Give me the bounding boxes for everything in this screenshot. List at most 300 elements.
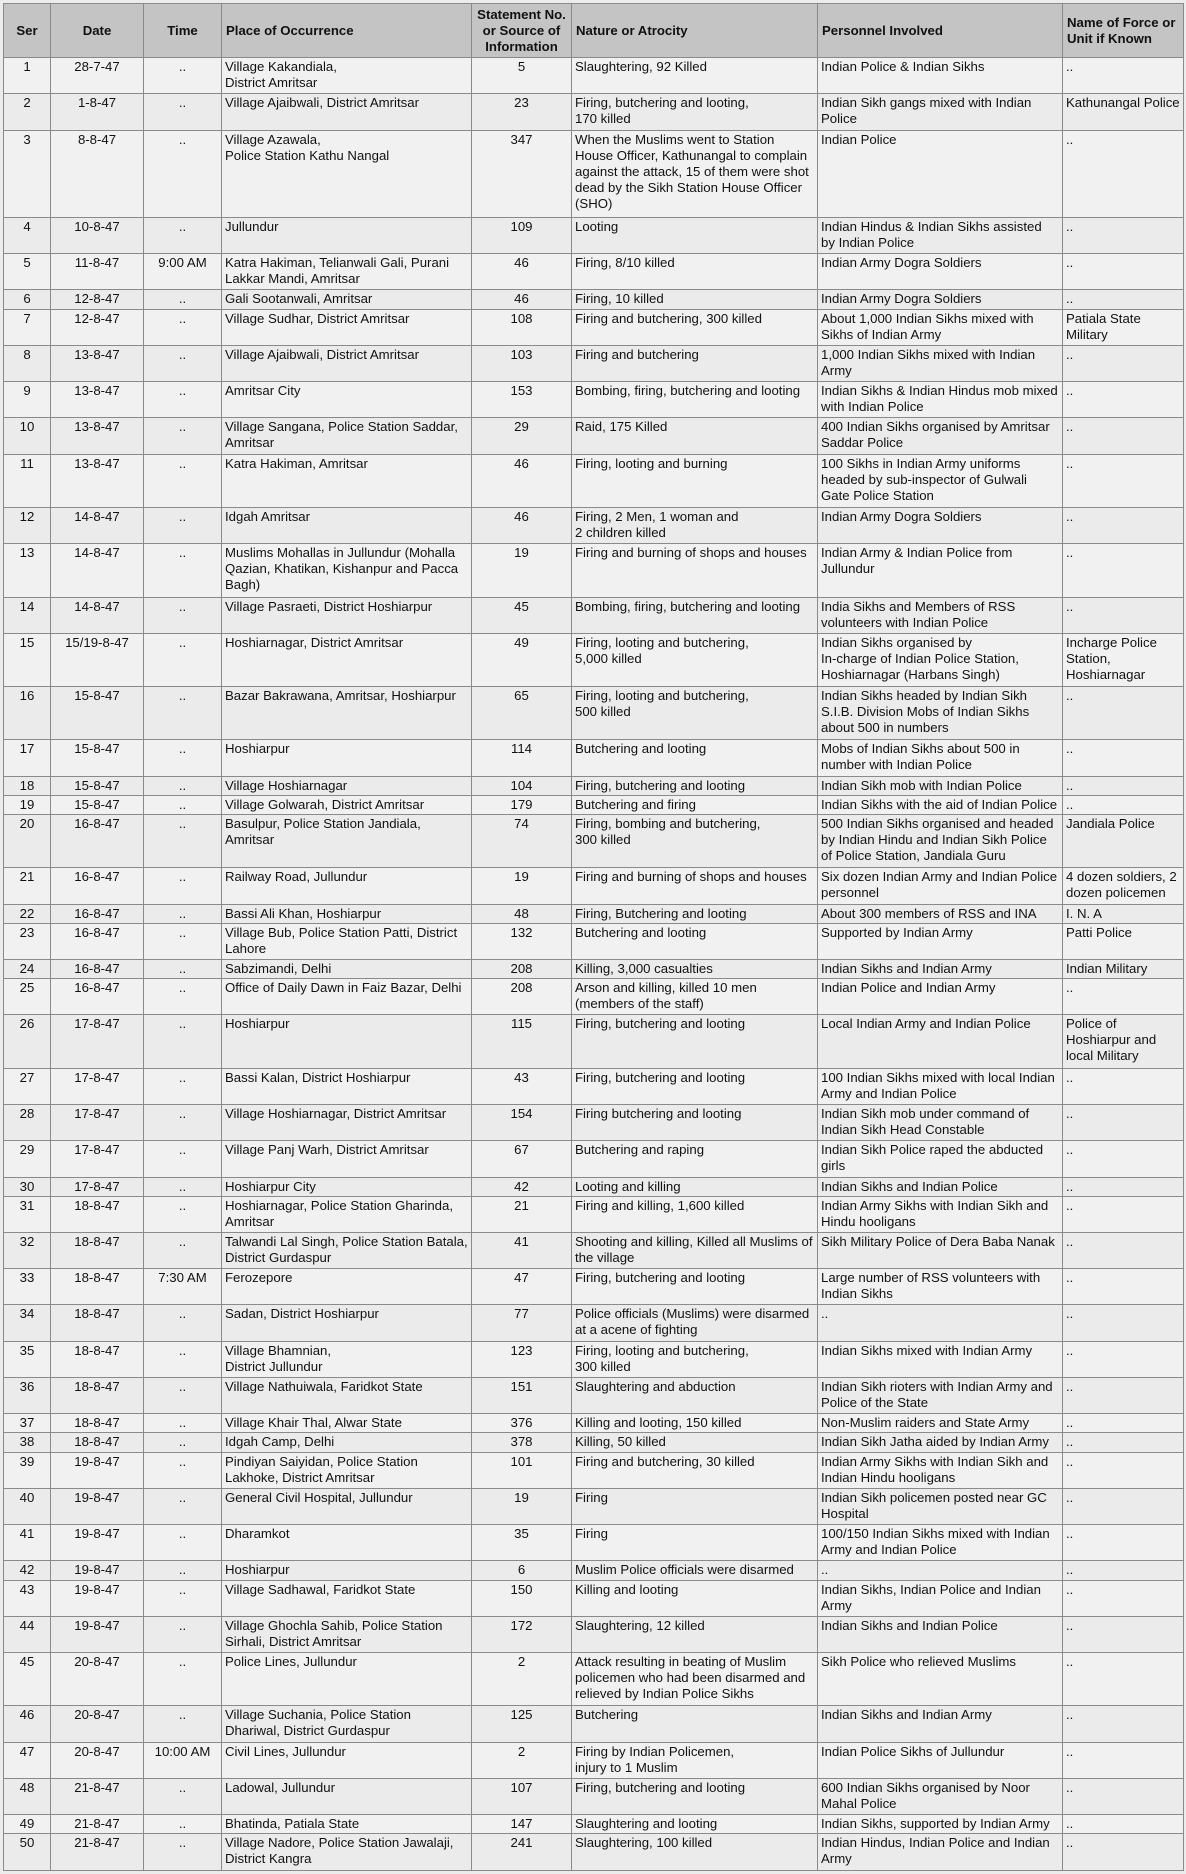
cell-force: .. xyxy=(1063,1561,1184,1580)
cell-place: Idgah Amritsar xyxy=(222,507,472,543)
cell-statement: 172 xyxy=(472,1616,572,1652)
cell-statement: 132 xyxy=(472,923,572,959)
cell-time: .. xyxy=(144,507,222,543)
cell-statement: 347 xyxy=(472,130,572,217)
cell-force: .. xyxy=(1063,776,1184,795)
cell-nature: Firing, butchering and looting xyxy=(572,1269,818,1305)
table-row xyxy=(4,1141,1184,1177)
cell-force: Jandiala Police xyxy=(1063,815,1184,868)
cell-time: .. xyxy=(144,1141,222,1177)
cell-date: 18-8-47 xyxy=(51,1232,144,1268)
cell-ser: 25 xyxy=(4,979,51,1015)
cell-statement: 46 xyxy=(472,454,572,507)
cell-time: .. xyxy=(144,130,222,217)
cell-date: 14-8-47 xyxy=(51,507,144,543)
table-row xyxy=(4,290,1184,309)
table-row xyxy=(4,94,1184,130)
cell-time: .. xyxy=(144,1815,222,1834)
cell-personnel: Indian Hindus, Indian Police and Indian Army xyxy=(818,1834,1063,1871)
cell-date: 13-8-47 xyxy=(51,382,144,418)
cell-time: .. xyxy=(144,290,222,309)
cell-time: .. xyxy=(144,94,222,130)
cell-personnel: Indian Sikhs mixed with Indian Army xyxy=(818,1341,1063,1377)
cell-date: 16-8-47 xyxy=(51,868,144,904)
cell-place: General Civil Hospital, Jullundur xyxy=(222,1488,472,1524)
cell-statement: 19 xyxy=(472,544,572,597)
cell-place: Dharamkot xyxy=(222,1525,472,1561)
cell-date: 11-8-47 xyxy=(51,254,144,290)
cell-ser: 33 xyxy=(4,1269,51,1305)
cell-date: 16-8-47 xyxy=(51,960,144,979)
cell-place: Ladowal, Jullundur xyxy=(222,1778,472,1814)
cell-place: Village Bhamnian, District Jullundur xyxy=(222,1341,472,1377)
table-row xyxy=(4,687,1184,740)
cell-statement: 241 xyxy=(472,1834,572,1871)
cell-ser: 31 xyxy=(4,1196,51,1232)
atrocity-table-sheet xyxy=(3,3,1183,1871)
cell-statement: 114 xyxy=(472,740,572,776)
cell-place: Sabzimandi, Delhi xyxy=(222,960,472,979)
cell-time: .. xyxy=(144,1706,222,1742)
cell-force: .. xyxy=(1063,418,1184,454)
cell-nature: Police officials (Muslims) were disarmed at a acene of fighting xyxy=(572,1305,818,1341)
cell-place: Village Ajaibwali, District Amritsar xyxy=(222,345,472,381)
cell-force: .. xyxy=(1063,1105,1184,1141)
table-row xyxy=(4,1525,1184,1561)
cell-time: .. xyxy=(144,1433,222,1452)
cell-personnel: 500 Indian Sikhs organised and headed by Indian Hindu and Indian Sikh Police of Police Station, Jandiala Guru xyxy=(818,815,1063,868)
header-place: Place of Occurrence xyxy=(222,4,472,58)
cell-statement: 65 xyxy=(472,687,572,740)
cell-personnel: Six dozen Indian Army and Indian Police personnel xyxy=(818,868,1063,904)
table-row xyxy=(4,382,1184,418)
cell-place: Village Ajaibwali, District Amritsar xyxy=(222,94,472,130)
cell-statement: 49 xyxy=(472,633,572,686)
cell-date: 1-8-47 xyxy=(51,94,144,130)
cell-place: Jullundur xyxy=(222,217,472,253)
cell-place: Village Hoshiarnagar, District Amritsar xyxy=(222,1105,472,1141)
cell-nature: Firing, looting and butchering, 500 killed xyxy=(572,687,818,740)
cell-statement: 125 xyxy=(472,1706,572,1742)
cell-force: Kathunangal Police xyxy=(1063,94,1184,130)
cell-force: .. xyxy=(1063,1196,1184,1232)
cell-statement: 19 xyxy=(472,868,572,904)
cell-force: .. xyxy=(1063,1232,1184,1268)
cell-statement: 6 xyxy=(472,1561,572,1580)
cell-date: 16-8-47 xyxy=(51,815,144,868)
table-row xyxy=(4,795,1184,814)
cell-force: .. xyxy=(1063,58,1184,94)
table-row xyxy=(4,1414,1184,1433)
cell-time: .. xyxy=(144,1196,222,1232)
cell-place: Office of Daily Dawn in Faiz Bazar, Delhi xyxy=(222,979,472,1015)
cell-nature: Looting and killing xyxy=(572,1177,818,1196)
cell-personnel: Indian Army Dogra Soldiers xyxy=(818,507,1063,543)
cell-nature: Slaughtering, 100 killed xyxy=(572,1834,818,1871)
table-row xyxy=(4,1177,1184,1196)
cell-place: Bazar Bakrawana, Amritsar, Hoshiarpur xyxy=(222,687,472,740)
cell-ser: 47 xyxy=(4,1742,51,1778)
table-row xyxy=(4,309,1184,345)
cell-ser: 16 xyxy=(4,687,51,740)
table-row xyxy=(4,58,1184,94)
cell-nature: Slaughtering, 12 killed xyxy=(572,1616,818,1652)
cell-place: Pindiyan Saiyidan, Police Station Lakhoke, District Amritsar xyxy=(222,1452,472,1488)
cell-time: .. xyxy=(144,923,222,959)
table-row xyxy=(4,868,1184,904)
cell-personnel: Indian Sikh rioters with Indian Army and Police of the State xyxy=(818,1377,1063,1413)
cell-date: 20-8-47 xyxy=(51,1742,144,1778)
cell-ser: 50 xyxy=(4,1834,51,1871)
cell-nature: Muslim Police officials were disarmed xyxy=(572,1561,818,1580)
cell-date: 20-8-47 xyxy=(51,1653,144,1706)
cell-personnel: Non-Muslim raiders and State Army xyxy=(818,1414,1063,1433)
cell-date: 13-8-47 xyxy=(51,454,144,507)
cell-ser: 23 xyxy=(4,923,51,959)
cell-statement: 147 xyxy=(472,1815,572,1834)
table-row xyxy=(4,1815,1184,1834)
cell-personnel: Indian Army Dogra Soldiers xyxy=(818,254,1063,290)
cell-nature: Slaughtering and abduction xyxy=(572,1377,818,1413)
cell-personnel: 1,000 Indian Sikhs mixed with Indian Army xyxy=(818,345,1063,381)
cell-statement: 23 xyxy=(472,94,572,130)
cell-force: .. xyxy=(1063,507,1184,543)
cell-nature: Butchering xyxy=(572,1706,818,1742)
cell-personnel: 600 Indian Sikhs organised by Noor Mahal Police xyxy=(818,1778,1063,1814)
cell-force: .. xyxy=(1063,1433,1184,1452)
table-row xyxy=(4,776,1184,795)
cell-place: Ferozepore xyxy=(222,1269,472,1305)
cell-time: .. xyxy=(144,633,222,686)
cell-time: .. xyxy=(144,740,222,776)
cell-date: 17-8-47 xyxy=(51,1177,144,1196)
cell-date: 16-8-47 xyxy=(51,923,144,959)
cell-personnel: Supported by Indian Army xyxy=(818,923,1063,959)
cell-ser: 39 xyxy=(4,1452,51,1488)
cell-force: .. xyxy=(1063,1525,1184,1561)
cell-statement: 179 xyxy=(472,795,572,814)
table-row xyxy=(4,979,1184,1015)
cell-ser: 24 xyxy=(4,960,51,979)
cell-ser: 34 xyxy=(4,1305,51,1341)
table-row xyxy=(4,1269,1184,1305)
cell-place: Bhatinda, Patiala State xyxy=(222,1815,472,1834)
cell-nature: Firing and burning of shops and houses xyxy=(572,868,818,904)
cell-personnel: Indian Army & Indian Police from Jullundur xyxy=(818,544,1063,597)
cell-place: Hoshiarpur City xyxy=(222,1177,472,1196)
table-row xyxy=(4,345,1184,381)
cell-date: 21-8-47 xyxy=(51,1834,144,1871)
cell-date: 21-8-47 xyxy=(51,1778,144,1814)
table-row xyxy=(4,904,1184,923)
cell-place: Hoshiarnagar, Police Station Gharinda, Amritsar xyxy=(222,1196,472,1232)
cell-time: .. xyxy=(144,1778,222,1814)
cell-time: .. xyxy=(144,815,222,868)
cell-place: Village Pasraeti, District Hoshiarpur xyxy=(222,597,472,633)
cell-date: 19-8-47 xyxy=(51,1452,144,1488)
cell-place: Village Azawala, Police Station Kathu Nangal xyxy=(222,130,472,217)
cell-personnel: Sikh Military Police of Dera Baba Nanak xyxy=(818,1232,1063,1268)
cell-ser: 2 xyxy=(4,94,51,130)
cell-time: .. xyxy=(144,1653,222,1706)
cell-personnel: 100 Indian Sikhs mixed with local Indian Army and Indian Police xyxy=(818,1068,1063,1104)
cell-date: 19-8-47 xyxy=(51,1580,144,1616)
cell-force: .. xyxy=(1063,382,1184,418)
cell-place: Hoshiarnagar, District Amritsar xyxy=(222,633,472,686)
cell-time: .. xyxy=(144,382,222,418)
cell-time: 10:00 AM xyxy=(144,1742,222,1778)
cell-ser: 48 xyxy=(4,1778,51,1814)
cell-statement: 42 xyxy=(472,1177,572,1196)
cell-statement: 48 xyxy=(472,904,572,923)
cell-statement: 153 xyxy=(472,382,572,418)
cell-time: .. xyxy=(144,58,222,94)
cell-force: .. xyxy=(1063,1742,1184,1778)
cell-ser: 18 xyxy=(4,776,51,795)
cell-date: 16-8-47 xyxy=(51,904,144,923)
cell-place: Katra Hakiman, Telianwali Gali, Purani Lakkar Mandi, Amritsar xyxy=(222,254,472,290)
cell-statement: 151 xyxy=(472,1377,572,1413)
cell-force: .. xyxy=(1063,1488,1184,1524)
cell-personnel: Indian Army Dogra Soldiers xyxy=(818,290,1063,309)
table-row xyxy=(4,633,1184,686)
cell-statement: 208 xyxy=(472,960,572,979)
table-row xyxy=(4,597,1184,633)
cell-ser: 22 xyxy=(4,904,51,923)
cell-statement: 104 xyxy=(472,776,572,795)
cell-force: .. xyxy=(1063,1653,1184,1706)
table-row xyxy=(4,1196,1184,1232)
cell-nature: Firing, 10 killed xyxy=(572,290,818,309)
cell-time: .. xyxy=(144,1414,222,1433)
cell-personnel: 100/150 Indian Sikhs mixed with Indian Army and Indian Police xyxy=(818,1525,1063,1561)
cell-statement: 376 xyxy=(472,1414,572,1433)
cell-force: .. xyxy=(1063,1377,1184,1413)
cell-place: Village Nadore, Police Station Jawalaji, District Kangra xyxy=(222,1834,472,1871)
cell-place: Village Panj Warh, District Amritsar xyxy=(222,1141,472,1177)
cell-ser: 36 xyxy=(4,1377,51,1413)
cell-time: .. xyxy=(144,1525,222,1561)
cell-force: Incharge Police Station, Hoshiarnagar xyxy=(1063,633,1184,686)
cell-force: .. xyxy=(1063,597,1184,633)
cell-place: Katra Hakiman, Amritsar xyxy=(222,454,472,507)
cell-date: 14-8-47 xyxy=(51,544,144,597)
table-row xyxy=(4,1377,1184,1413)
cell-force: .. xyxy=(1063,1834,1184,1871)
cell-nature: Firing and killing, 1,600 killed xyxy=(572,1196,818,1232)
table-row xyxy=(4,217,1184,253)
cell-force: .. xyxy=(1063,1305,1184,1341)
cell-force: .. xyxy=(1063,290,1184,309)
cell-ser: 20 xyxy=(4,815,51,868)
cell-ser: 13 xyxy=(4,544,51,597)
cell-place: Bassi Kalan, District Hoshiarpur xyxy=(222,1068,472,1104)
cell-ser: 27 xyxy=(4,1068,51,1104)
cell-personnel: Indian Sikhs with the aid of Indian Police xyxy=(818,795,1063,814)
cell-personnel: Indian Sikhs & Indian Hindus mob mixed with Indian Police xyxy=(818,382,1063,418)
cell-date: 19-8-47 xyxy=(51,1488,144,1524)
cell-time: .. xyxy=(144,1377,222,1413)
cell-statement: 154 xyxy=(472,1105,572,1141)
table-body xyxy=(4,58,1184,1871)
cell-nature: Slaughtering, 92 Killed xyxy=(572,58,818,94)
cell-place: Muslims Mohallas in Jullundur (Mohalla Qazian, Khatikan, Kishanpur and Pacca Bagh) xyxy=(222,544,472,597)
cell-personnel: Indian Sikh gangs mixed with Indian Police xyxy=(818,94,1063,130)
cell-place: Village Nathuiwala, Faridkot State xyxy=(222,1377,472,1413)
cell-place: Village Sadhawal, Faridkot State xyxy=(222,1580,472,1616)
table-row xyxy=(4,418,1184,454)
cell-time: .. xyxy=(144,1015,222,1068)
cell-nature: Firing, butchering and looting xyxy=(572,776,818,795)
cell-place: Basulpur, Police Station Jandiala, Amritsar xyxy=(222,815,472,868)
cell-time: .. xyxy=(144,1341,222,1377)
cell-date: 21-8-47 xyxy=(51,1815,144,1834)
cell-ser: 28 xyxy=(4,1105,51,1141)
cell-nature: Firing, butchering and looting xyxy=(572,1068,818,1104)
cell-nature: Firing, bombing and butchering, 300 killed xyxy=(572,815,818,868)
cell-time: .. xyxy=(144,1580,222,1616)
cell-personnel: India Sikhs and Members of RSS volunteers with Indian Police xyxy=(818,597,1063,633)
cell-nature: Firing, 2 Men, 1 woman and 2 children killed xyxy=(572,507,818,543)
cell-date: 18-8-47 xyxy=(51,1269,144,1305)
table-row xyxy=(4,454,1184,507)
cell-ser: 17 xyxy=(4,740,51,776)
cell-place: Hoshiarpur xyxy=(222,1015,472,1068)
cell-date: 15-8-47 xyxy=(51,776,144,795)
cell-date: 15-8-47 xyxy=(51,740,144,776)
cell-nature: Firing xyxy=(572,1525,818,1561)
cell-date: 12-8-47 xyxy=(51,309,144,345)
cell-ser: 41 xyxy=(4,1525,51,1561)
cell-personnel: Indian Sikh Jatha aided by Indian Army xyxy=(818,1433,1063,1452)
cell-personnel: Indian Sikhs, Indian Police and Indian Army xyxy=(818,1580,1063,1616)
cell-date: 10-8-47 xyxy=(51,217,144,253)
table-row xyxy=(4,1433,1184,1452)
cell-place: Idgah Camp, Delhi xyxy=(222,1433,472,1452)
cell-time: .. xyxy=(144,1616,222,1652)
cell-personnel: About 300 members of RSS and INA xyxy=(818,904,1063,923)
cell-personnel: 100 Sikhs in Indian Army uniforms headed by sub-inspector of Gulwali Gate Police Station xyxy=(818,454,1063,507)
cell-time: .. xyxy=(144,687,222,740)
cell-nature: Butchering and looting xyxy=(572,923,818,959)
header-personnel: Personnel Involved xyxy=(818,4,1063,58)
cell-place: Village Kakandiala, District Amritsar xyxy=(222,58,472,94)
cell-ser: 15 xyxy=(4,633,51,686)
table-row xyxy=(4,1452,1184,1488)
table-row xyxy=(4,1616,1184,1652)
table-row xyxy=(4,130,1184,217)
table-row xyxy=(4,923,1184,959)
table-row xyxy=(4,1742,1184,1778)
table-row xyxy=(4,1653,1184,1706)
cell-force: .. xyxy=(1063,1269,1184,1305)
cell-nature: Firing, butchering and looting, 170 killed xyxy=(572,94,818,130)
cell-time: 9:00 AM xyxy=(144,254,222,290)
cell-force: Indian Military xyxy=(1063,960,1184,979)
cell-statement: 107 xyxy=(472,1778,572,1814)
cell-statement: 378 xyxy=(472,1433,572,1452)
cell-statement: 2 xyxy=(472,1742,572,1778)
cell-personnel: Indian Sikh mob with Indian Police xyxy=(818,776,1063,795)
cell-ser: 35 xyxy=(4,1341,51,1377)
cell-date: 17-8-47 xyxy=(51,1015,144,1068)
cell-force: .. xyxy=(1063,544,1184,597)
cell-personnel: .. xyxy=(818,1561,1063,1580)
table-row xyxy=(4,1834,1184,1871)
cell-nature: Butchering and raping xyxy=(572,1141,818,1177)
cell-personnel: 400 Indian Sikhs organised by Amritsar Saddar Police xyxy=(818,418,1063,454)
cell-time: .. xyxy=(144,960,222,979)
table-row xyxy=(4,1341,1184,1377)
cell-time: .. xyxy=(144,418,222,454)
cell-date: 18-8-47 xyxy=(51,1305,144,1341)
cell-statement: 150 xyxy=(472,1580,572,1616)
cell-force: .. xyxy=(1063,254,1184,290)
cell-nature: Firing, 8/10 killed xyxy=(572,254,818,290)
table-row xyxy=(4,1580,1184,1616)
cell-nature: Firing, looting and butchering, 5,000 killed xyxy=(572,633,818,686)
cell-date: 17-8-47 xyxy=(51,1068,144,1104)
cell-ser: 9 xyxy=(4,382,51,418)
cell-nature: Shooting and killing, Killed all Muslims of the village xyxy=(572,1232,818,1268)
cell-place: Hoshiarpur xyxy=(222,1561,472,1580)
cell-time: .. xyxy=(144,868,222,904)
header-statement: Statement No. or Source of Information xyxy=(472,4,572,58)
cell-nature: Arson and killing, killed 10 men (members of the staff) xyxy=(572,979,818,1015)
cell-force: .. xyxy=(1063,1177,1184,1196)
cell-force: .. xyxy=(1063,795,1184,814)
cell-ser: 46 xyxy=(4,1706,51,1742)
cell-statement: 67 xyxy=(472,1141,572,1177)
cell-statement: 103 xyxy=(472,345,572,381)
cell-nature: Raid, 175 Killed xyxy=(572,418,818,454)
cell-force: .. xyxy=(1063,345,1184,381)
cell-date: 18-8-47 xyxy=(51,1377,144,1413)
cell-personnel: Indian Sikhs organised by In-charge of Indian Police Station, Hoshiarnagar (Harbans Singh) xyxy=(818,633,1063,686)
cell-ser: 43 xyxy=(4,1580,51,1616)
cell-time: .. xyxy=(144,1452,222,1488)
cell-personnel: Indian Sikh mob under command of Indian Sikh Head Constable xyxy=(818,1105,1063,1141)
cell-place: Village Suchania, Police Station Dhariwal, District Gurdaspur xyxy=(222,1706,472,1742)
cell-statement: 115 xyxy=(472,1015,572,1068)
cell-personnel: Indian Police xyxy=(818,130,1063,217)
cell-personnel: Indian Police Sikhs of Jullundur xyxy=(818,1742,1063,1778)
cell-time: .. xyxy=(144,979,222,1015)
cell-nature: Firing butchering and looting xyxy=(572,1105,818,1141)
cell-time: .. xyxy=(144,345,222,381)
cell-statement: 5 xyxy=(472,58,572,94)
cell-nature: When the Muslims went to Station House Officer, Kathunangal to complain against the attack, 15 of them were shot dead by the Sikh Station House Officer (SHO) xyxy=(572,130,818,217)
cell-nature: Firing, butchering and looting xyxy=(572,1778,818,1814)
cell-time: .. xyxy=(144,1068,222,1104)
header-force: Name of Force or Unit if Known xyxy=(1063,4,1184,58)
cell-personnel: Indian Sikh policemen posted near GC Hospital xyxy=(818,1488,1063,1524)
atrocity-table xyxy=(3,3,1184,1871)
cell-force: .. xyxy=(1063,1616,1184,1652)
cell-date: 13-8-47 xyxy=(51,345,144,381)
cell-time: .. xyxy=(144,544,222,597)
cell-statement: 46 xyxy=(472,507,572,543)
cell-force: .. xyxy=(1063,1580,1184,1616)
cell-date: 18-8-47 xyxy=(51,1433,144,1452)
table-row xyxy=(4,1015,1184,1068)
cell-force: Police of Hoshiarpur and local Military xyxy=(1063,1015,1184,1068)
cell-force: .. xyxy=(1063,130,1184,217)
table-row xyxy=(4,254,1184,290)
cell-date: 18-8-47 xyxy=(51,1196,144,1232)
table-row xyxy=(4,815,1184,868)
cell-force: .. xyxy=(1063,687,1184,740)
